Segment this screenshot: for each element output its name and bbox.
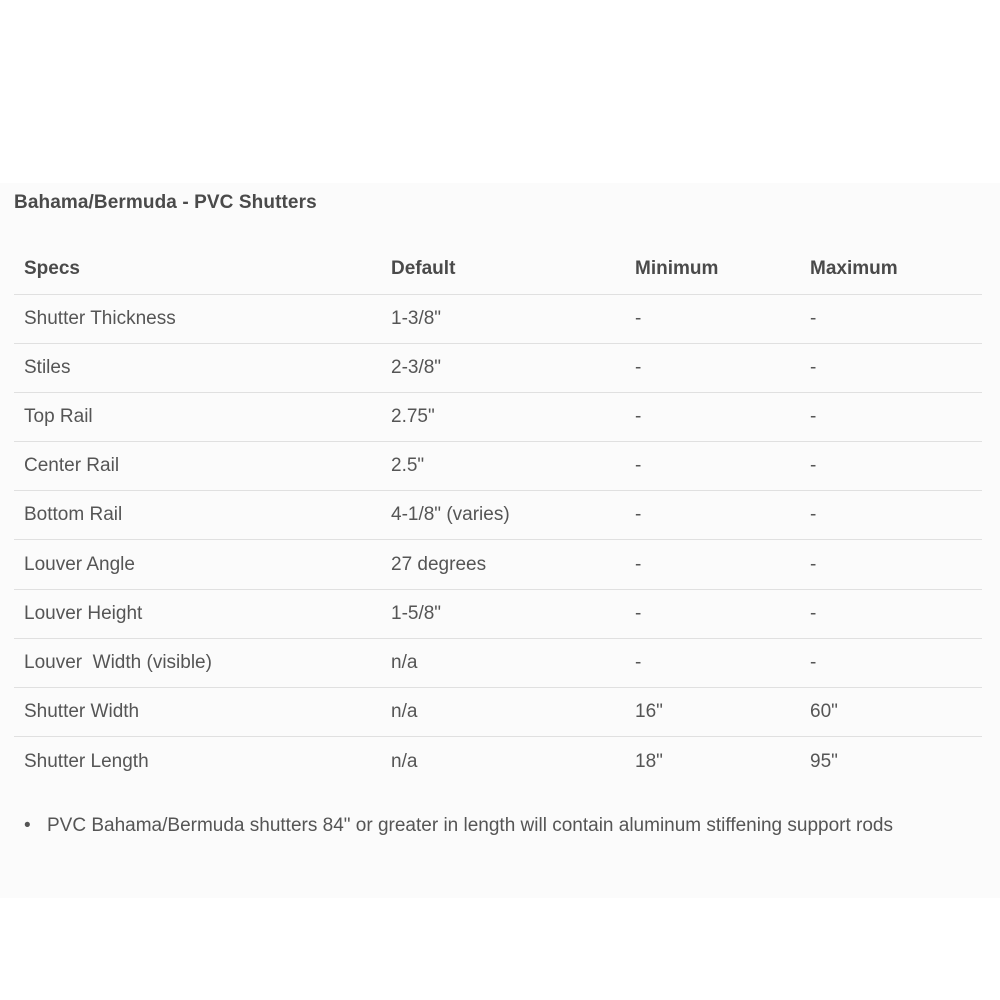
column-header-specs: Specs [14, 245, 381, 294]
cell-spec: Louver Width (visible) [14, 638, 381, 687]
cell-default: 2.75" [381, 392, 625, 441]
cell-default: n/a [391, 750, 418, 772]
cell-minimum: - [625, 343, 800, 392]
cell-minimum: 16" [625, 688, 800, 737]
cell-default: 27 degrees [381, 540, 625, 589]
cell-maximum: - [800, 540, 982, 589]
table-header-row [14, 245, 982, 294]
cell-maximum: - [800, 343, 982, 392]
cell-default: n/a [381, 688, 625, 737]
notes-list [14, 815, 974, 837]
cell-default: 2.5" [381, 442, 625, 491]
cell-maximum: - [800, 294, 982, 343]
column-header-maximum: Maximum [800, 245, 982, 294]
cell-spec: Louver Angle [14, 540, 381, 589]
cell-maximum: - [800, 442, 982, 491]
cell-default: 1-3/8" [381, 294, 625, 343]
cell-spec: Stiles [14, 343, 381, 392]
cell-default: 1-5/8" [381, 589, 625, 638]
cell-minimum: - [625, 442, 800, 491]
cell-minimum: - [625, 294, 800, 343]
table-row [14, 540, 982, 589]
cell-minimum: - [625, 491, 800, 540]
cell-default: 2-3/8" [381, 343, 625, 392]
cell-maximum: 95" [810, 750, 838, 772]
cell-default: 4-1/8" (varies) [381, 491, 625, 540]
table-row [14, 343, 982, 392]
table-row [14, 392, 982, 441]
cell-spec: Shutter Length [24, 750, 149, 772]
cell-spec: Louver Height [14, 589, 381, 638]
section-title: Bahama/Bermuda - PVC Shutters [14, 192, 317, 213]
table-row [14, 638, 982, 687]
cell-default: n/a [381, 638, 625, 687]
table-row [14, 688, 982, 737]
cell-spec: Bottom Rail [14, 491, 381, 540]
note-text: PVC Bahama/Bermuda shutters 84" or greater in length will contain aluminum stiffening support rods [47, 815, 894, 836]
cell-minimum: 18" [635, 750, 663, 772]
column-header-default: Default [381, 245, 625, 294]
table-row [14, 294, 982, 343]
cell-minimum: - [625, 589, 800, 638]
cell-maximum: - [800, 589, 982, 638]
cell-minimum: - [625, 392, 800, 441]
table-row [14, 737, 982, 786]
cell-minimum: - [625, 540, 800, 589]
list-item [14, 815, 974, 837]
cell-spec: Shutter Thickness [14, 294, 381, 343]
cell-maximum: - [800, 392, 982, 441]
cell-maximum: - [800, 491, 982, 540]
table-row [14, 442, 982, 491]
cell-maximum: 60" [800, 688, 982, 737]
cell-spec: Shutter Width [14, 688, 381, 737]
specs-table [14, 245, 982, 786]
cell-spec: Center Rail [14, 442, 381, 491]
bullet-icon: • [24, 815, 31, 836]
table-row [14, 589, 982, 638]
cell-spec: Top Rail [14, 392, 381, 441]
cell-minimum: - [625, 638, 800, 687]
column-header-minimum: Minimum [625, 245, 800, 294]
table-row [14, 491, 982, 540]
cell-maximum: - [800, 638, 982, 687]
